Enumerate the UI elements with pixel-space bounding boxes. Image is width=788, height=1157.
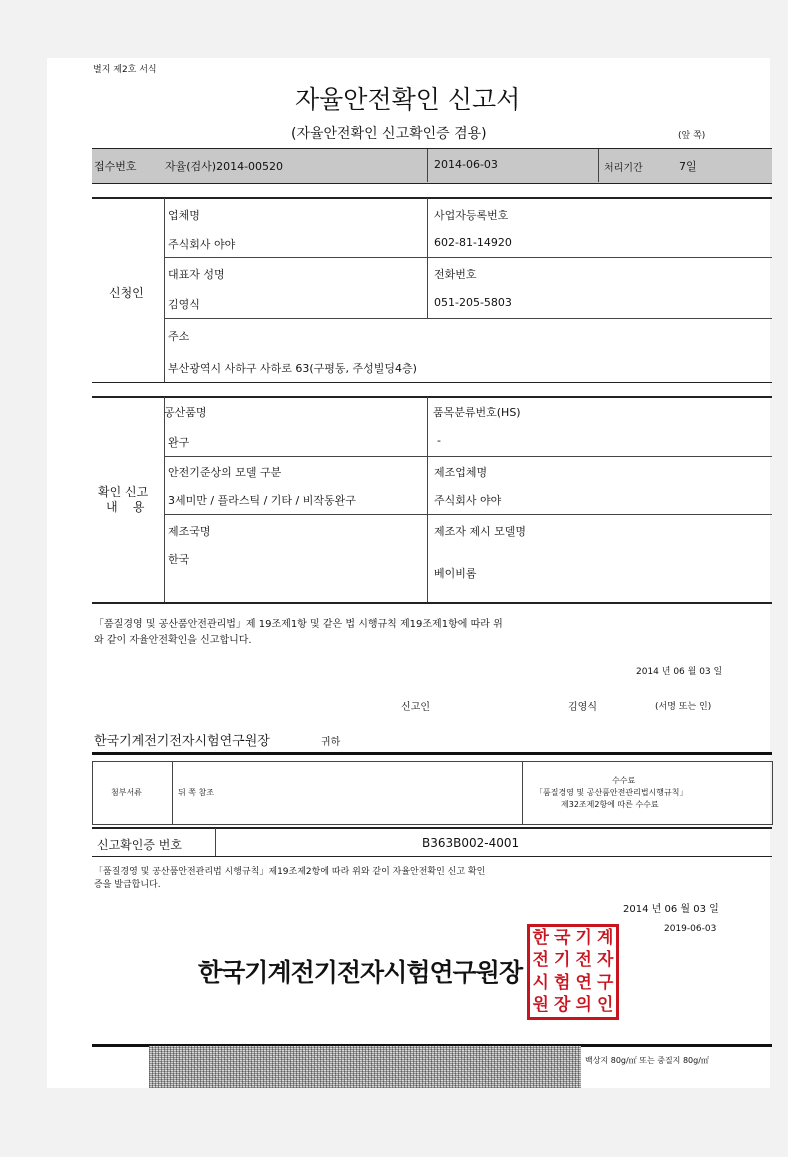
page-side: (앞 쪽) (678, 131, 706, 141)
declarant-label: 신고인 (401, 702, 430, 713)
receipt-date: 2014-06-03 (434, 158, 498, 171)
issue-date: 2019-06-03 (664, 924, 717, 934)
bizno-value: 602-81-14920 (434, 236, 512, 249)
declaration-date: 2014 년 06 월 03 일 (636, 667, 723, 677)
rep-value: 김영식 (168, 298, 200, 311)
certificate-label: 신고확인증 번호 (97, 838, 182, 852)
phone-label: 전화번호 (434, 268, 477, 281)
form-page (47, 58, 770, 1088)
certificate-number: B363B002-4001 (422, 836, 520, 850)
applicant-section-label: 신청인 (109, 286, 144, 300)
content-section-label-2: 내 용 (106, 500, 145, 514)
fee-line-1: 수수료 (612, 776, 636, 785)
declaration-line-1: 「품질경영 및 공산품안전관리법」제 19조제1항 및 같은 법 시행규칙 제19조제1항에 따라 위 (94, 619, 503, 630)
barcode-strip (149, 1046, 581, 1088)
certificate-text-1: 「품질경영 및 공산품안전관리법 시행규칙」제19조제2항에 따라 위와 같이 자율안전확인 신고 확인 (94, 867, 486, 877)
country-label: 제조국명 (168, 525, 211, 538)
sign-note: (서명 또는 인) (655, 702, 712, 712)
attachments-value: 뒤 쪽 참조 (178, 788, 214, 797)
period-label: 처리기간 (604, 163, 643, 174)
hs-label: 품목분류번호(HS) (433, 406, 521, 419)
fee-line-3: 제32조제2항에 따른 수수료 (561, 800, 659, 809)
issuer-name: 한국기계전기전자시험연구원장 (198, 958, 523, 987)
rep-label: 대표자 성명 (168, 268, 225, 281)
company-label: 업체명 (168, 209, 200, 222)
official-seal: 한 국 기 계 전 기 전 자 시 험 연 구 원 장 의 인 (527, 924, 619, 1020)
product-label: 공산품명 (164, 406, 207, 419)
maker-value: 주식회사 야야 (434, 494, 502, 507)
maker-label: 제조업체명 (434, 466, 488, 479)
paper-spec: 백상지 80g/㎡ 또는 중질지 80g/㎡ (585, 1056, 709, 1065)
recipient: 한국기계전기전자시험연구원장 (94, 734, 270, 749)
certificate-text-2: 증을 발급합니다. (94, 880, 161, 890)
declarant-name: 김영식 (568, 702, 597, 713)
form-title: 자율안전확인 신고서 (295, 85, 521, 114)
model-name-label: 제조자 제시 모델명 (434, 525, 527, 538)
certificate-date: 2014 년 06 월 03 일 (623, 904, 719, 915)
hs-value: - (437, 434, 441, 447)
model-value: 3세미만 / 플라스틱 / 기타 / 비작동완구 (168, 494, 356, 507)
form-subtitle: (자율안전확인 신고확인증 겸용) (291, 126, 487, 142)
content-section-label-1: 확인 신고 (98, 485, 149, 499)
company-value: 주식회사 야야 (168, 238, 236, 251)
receipt-label: 접수번호 (94, 160, 137, 173)
model-label: 안전기준상의 모델 구분 (168, 466, 282, 479)
recipient-honorific: 귀하 (321, 737, 341, 748)
product-value: 완구 (168, 436, 190, 449)
attachments-label: 첨부서류 (111, 788, 142, 797)
declaration-line-2: 와 같이 자율안전확인을 신고합니다. (94, 635, 252, 646)
addr-value: 부산광역시 사하구 사하로 63(구평동, 주성빌딩4층) (168, 362, 417, 375)
country-value: 한국 (168, 553, 190, 566)
period-value: 7일 (679, 160, 697, 173)
addr-label: 주소 (168, 330, 190, 343)
phone-value: 051-205-5803 (434, 296, 512, 309)
model-name-value: 베이비롬 (434, 567, 477, 580)
bizno-label: 사업자등록번호 (434, 209, 509, 222)
form-number: 별지 제2호 서식 (93, 65, 157, 75)
receipt-number: 자율(검사)2014-00520 (165, 160, 284, 173)
fee-line-2: 「품질경영 및 공산품안전관리법시행규칙」 (535, 788, 688, 797)
